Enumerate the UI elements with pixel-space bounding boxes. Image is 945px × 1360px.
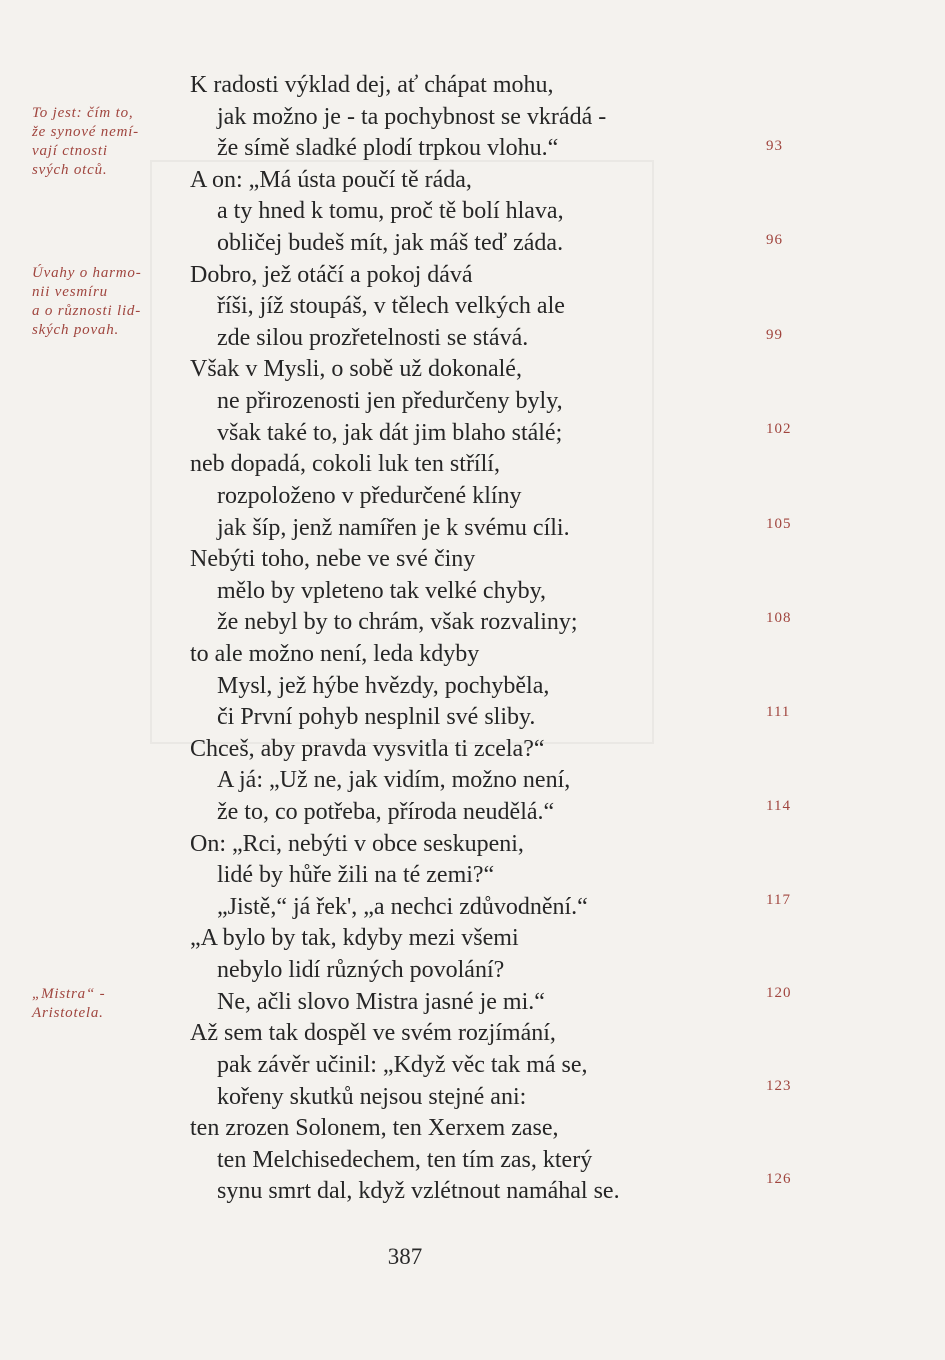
verse-line: a ty hned k tomu, proč tě bolí hlava,	[217, 198, 564, 225]
verse-line: synu smrt dal, když vzlétnout namáhal se.	[217, 1178, 620, 1205]
line-number: 126	[766, 1171, 792, 1187]
verse-line: ne přirozenosti jen předurčeny byly,	[217, 388, 563, 415]
verse-line: A já: „Už ne, jak vidím, možno není,	[217, 767, 571, 794]
verse-line: Mysl, jež hýbe hvězdy, pochyběla,	[217, 672, 550, 699]
verse-line: že nebyl by to chrám, však rozvaliny;	[217, 609, 578, 636]
verse-line: On: „Rci, nebýti v obce seskupeni,	[190, 830, 524, 857]
line-number: 99	[766, 327, 783, 343]
verse-line: jak možno je - ta pochybnost se vkrádá -	[217, 103, 607, 130]
line-number: 93	[766, 138, 783, 154]
verse-line: mělo by vpleteno tak velké chyby,	[217, 577, 547, 604]
line-number: 105	[766, 516, 792, 532]
verse-line: Však v Mysli, o sobě už dokonalé,	[190, 356, 522, 383]
line-number: 123	[766, 1078, 792, 1094]
verse-line: A on: „Má ústa poučí tě ráda,	[190, 166, 472, 193]
verse-line: pak závěr učinil: „Když věc tak má se,	[217, 1051, 588, 1078]
verse-line: kořeny skutků nejsou stejné ani:	[217, 1083, 527, 1110]
page-number: 387	[387, 1244, 423, 1269]
margin-note-1: To jest: čím to, že synové nemí- vají ctnosti svých otců.	[32, 105, 139, 178]
verse-line: Dobro, jež otáčí a pokoj dává	[190, 261, 473, 288]
verse-line: K radosti výklad dej, ať chápat mohu,	[190, 72, 554, 98]
line-number: 96	[766, 232, 783, 248]
line-number: 117	[766, 892, 791, 908]
verse-block	[190, 70, 730, 1208]
verse-line: že to, co potřeba, příroda neudělá.“	[217, 799, 555, 826]
verse-line: obličej budeš mít, jak máš teď záda.	[217, 230, 564, 257]
line-number: 114	[766, 798, 791, 814]
verse-line: však také to, jak dát jim blaho stálé;	[217, 419, 563, 446]
verse-line: ten zrozen Solonem, ten Xerxem zase,	[190, 1115, 559, 1142]
verse-line: jak šíp, jenž namířen je k svému cíli.	[217, 514, 570, 541]
verse-line: zde silou prozřetelnosti se stává.	[217, 324, 529, 351]
verse-line: rozpoloženo v předurčené klíny	[217, 482, 522, 509]
line-number: 120	[766, 985, 792, 1001]
line-number: 108	[766, 610, 792, 626]
verse-line: neb dopadá, cokoli luk ten střílí,	[190, 451, 500, 478]
margin-note-3: „Mistra“ - Aristotela.	[32, 986, 106, 1021]
verse-line: „A bylo by tak, kdyby mezi všemi	[190, 925, 519, 952]
verse-line: to ale možno není, leda kdyby	[190, 640, 480, 667]
margin-note-2: Úvahy o harmo- nii vesmíru a o různosti lid- ských povah.	[32, 265, 142, 338]
verse-line: lidé by hůře žili na té zemi?“	[217, 862, 495, 889]
verse-line: či První pohyb nesplnil své sliby.	[217, 704, 536, 731]
verse-line: ten Melchisedechem, ten tím zas, který	[217, 1146, 593, 1173]
line-number: 111	[766, 704, 791, 720]
verse-line: říši, jíž stoupáš, v tělech velkých ale	[217, 293, 565, 320]
verse-line: „Jistě,“ já řek', „a nechci zdůvodnění.“	[217, 893, 588, 920]
verse-line: nebylo lidí různých povolání?	[217, 957, 505, 984]
verse-line: že símě sladké plodí trpkou vlohu.“	[217, 135, 559, 162]
line-number: 102	[766, 421, 792, 437]
verse-line: Nebýti toho, nebe ve své činy	[190, 546, 476, 573]
verse-line: Až sem tak dospěl ve svém rozjímání,	[190, 1020, 556, 1047]
verse-line: Chceš, aby pravda vysvitla ti zcela?“	[190, 735, 545, 762]
verse-line: Ne, ačli slovo Mistra jasné je mi.“	[217, 988, 545, 1015]
